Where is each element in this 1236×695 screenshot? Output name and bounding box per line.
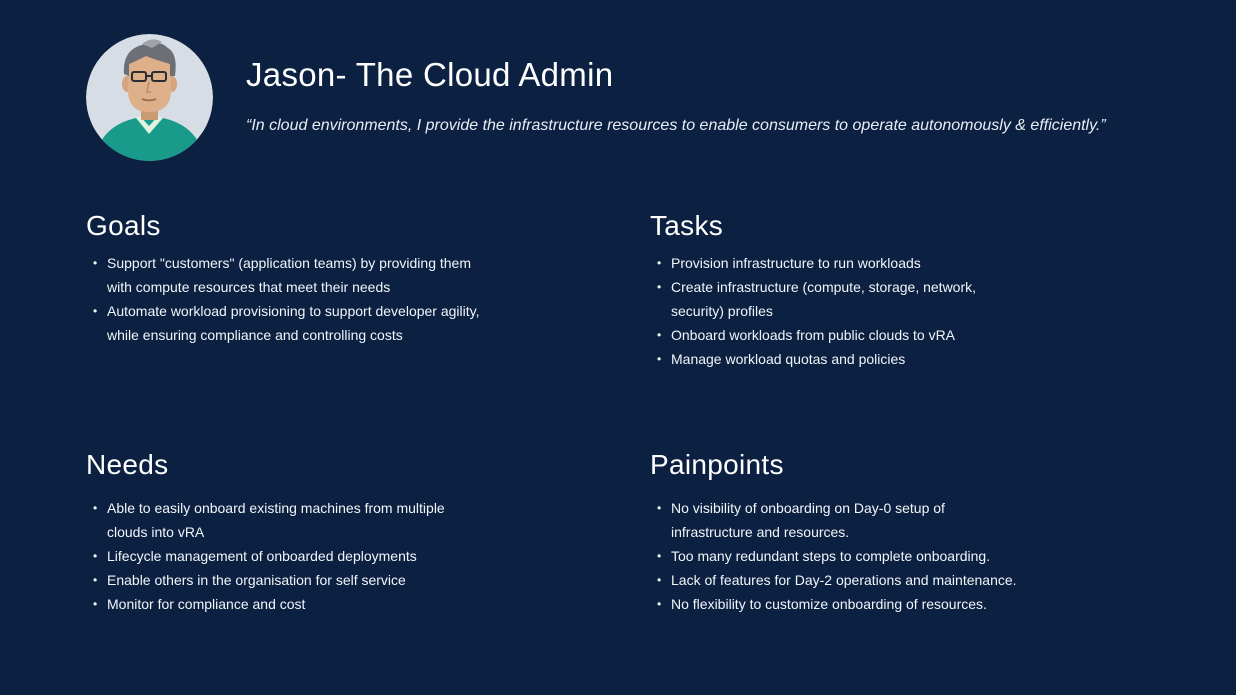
- goals-heading: Goals: [86, 210, 161, 241]
- needs-heading: Needs: [86, 449, 169, 480]
- tasks-section: [650, 209, 1120, 371]
- needs-section: [86, 448, 556, 616]
- tasks-list: [650, 251, 1120, 371]
- persona-avatar-illustration: [86, 34, 213, 161]
- needs-list-item: • Lifecycle management of onboarded deployments: [86, 544, 556, 568]
- painpoints-list-item: • No visibility of onboarding on Day-0 setup of infrastructure and resources.: [650, 496, 1120, 544]
- persona-avatar: [86, 34, 213, 161]
- tasks-list-item: • Onboard workloads from public clouds to vRA: [650, 323, 1120, 347]
- tasks-heading: Tasks: [650, 210, 724, 241]
- bullet-icon: •: [657, 597, 662, 611]
- needs-list-item: • Enable others in the organisation for self service: [86, 568, 556, 592]
- bullet-icon: •: [93, 573, 98, 587]
- needs-list: [86, 496, 556, 616]
- painpoints-list-item: • Too many redundant steps to complete onboarding.: [650, 544, 1120, 568]
- persona-name: Jason- The Cloud Admin: [246, 56, 614, 93]
- tasks-list-item: • Provision infrastructure to run workloads: [650, 251, 1120, 275]
- goals-list-item: • Automate workload provisioning to support developer agility, while ensuring compliance and controlling costs: [86, 299, 556, 347]
- tasks-list-item: • Create infrastructure (compute, storage, network, security) profiles: [650, 275, 1120, 323]
- painpoints-section: [650, 448, 1120, 616]
- needs-list-item: • Monitor for compliance and cost: [86, 592, 556, 616]
- bullet-icon: •: [93, 501, 98, 515]
- bullet-icon: •: [657, 573, 662, 587]
- goals-list: [86, 251, 556, 347]
- bullet-icon: •: [657, 256, 662, 270]
- goals-section: [86, 209, 556, 347]
- bullet-icon: •: [93, 304, 98, 318]
- goals-list-item: • Support "customers" (application teams) by providing them with compute resources that meet their needs: [86, 251, 556, 299]
- needs-list-item: • Able to easily onboard existing machines from multiple clouds into vRA: [86, 496, 556, 544]
- bullet-icon: •: [657, 352, 662, 366]
- painpoints-heading: Painpoints: [650, 449, 784, 480]
- tasks-list-item: • Manage workload quotas and policies: [650, 347, 1120, 371]
- bullet-icon: •: [93, 549, 98, 563]
- bullet-icon: •: [657, 280, 662, 294]
- painpoints-list-item: • No flexibility to customize onboarding of resources.: [650, 592, 1120, 616]
- painpoints-list-item: • Lack of features for Day-2 operations and maintenance.: [650, 568, 1120, 592]
- bullet-icon: •: [657, 501, 662, 515]
- bullet-icon: •: [93, 256, 98, 270]
- painpoints-list: [650, 496, 1120, 616]
- bullet-icon: •: [657, 328, 662, 342]
- bullet-icon: •: [93, 597, 98, 611]
- bullet-icon: •: [657, 549, 662, 563]
- persona-quote: “In cloud environments, I provide the infrastructure resources to enable consumers to operate autonomously & efficiently.”: [246, 117, 1106, 134]
